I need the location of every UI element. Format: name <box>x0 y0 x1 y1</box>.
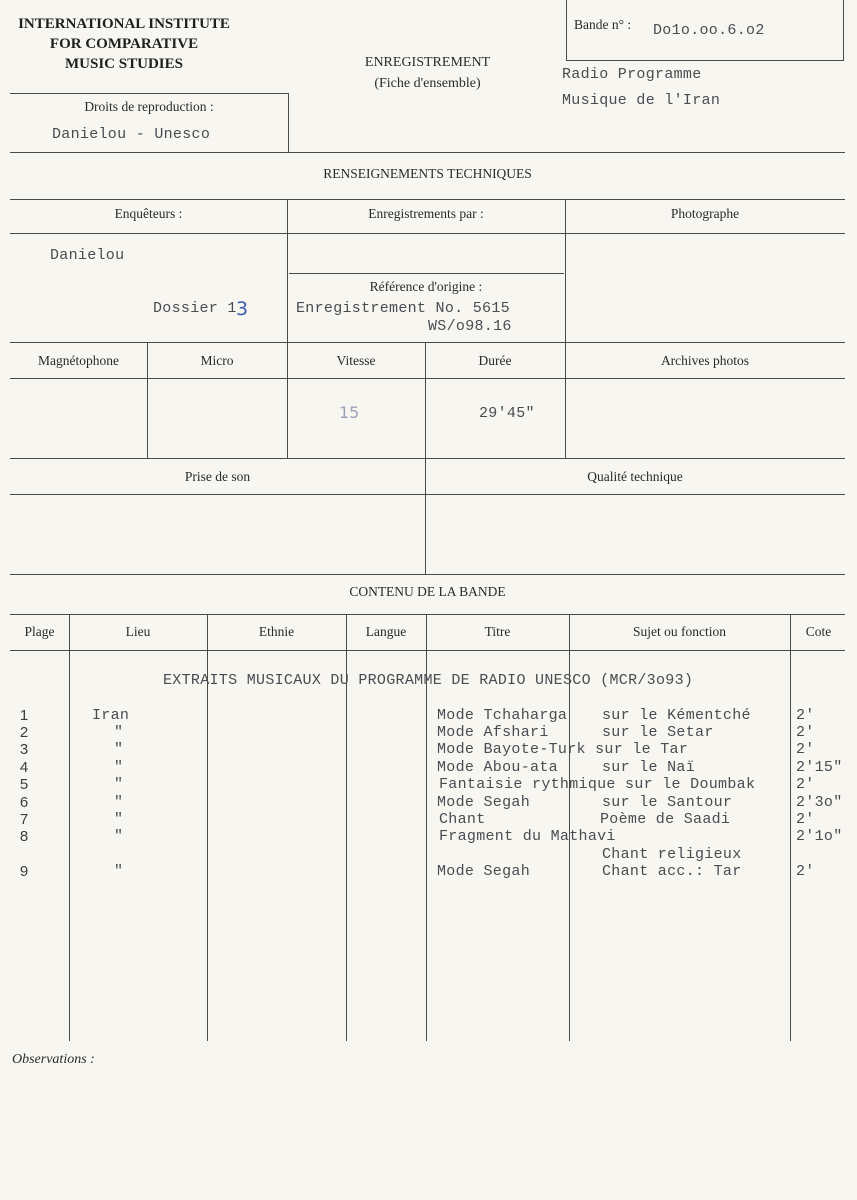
row-plage: 3 <box>19 741 29 758</box>
row-plage: 9 <box>19 863 29 880</box>
row-plage: 1 <box>19 707 29 724</box>
bande-number: Do1o.oo.6.o2 <box>653 22 765 39</box>
prise-de-son-label: Prise de son <box>184 469 251 484</box>
magnetophone-label: Magnétophone <box>38 353 119 368</box>
row-lieu: " <box>114 741 124 758</box>
row-cote: 2' <box>796 776 815 793</box>
row-lieu: " <box>114 759 124 776</box>
col-header-langue: Langue <box>365 624 407 639</box>
row-lieu: " <box>114 863 124 880</box>
enqueteurs-value: Danielou <box>50 247 125 264</box>
row-titre: Mode Segah <box>437 863 531 880</box>
institute-line-3: MUSIC STUDIES <box>65 56 183 72</box>
row-plage: 4 <box>19 759 29 776</box>
bande-label: Bande n° : <box>574 17 632 32</box>
contenu-section-title: CONTENU DE LA BANDE <box>349 584 506 599</box>
contenu-heading: EXTRAITS MUSICAUX DU PROGRAMME DE RADIO UNESCO (MCR/3o93) <box>163 672 694 689</box>
qualite-technique-label: Qualité technique <box>587 469 683 484</box>
row-titre: Fantaisie rythmique sur le Doumbak <box>439 776 756 793</box>
row-plage: 2 <box>19 724 29 741</box>
row-plage: 8 <box>19 828 29 845</box>
row-cote: 2' <box>796 741 815 758</box>
row-lieu: " <box>114 811 124 828</box>
row-cote: 2' <box>796 863 815 880</box>
photographe-label: Photographe <box>670 206 740 221</box>
row-plage: 5 <box>19 776 29 793</box>
droits-value: Danielou - Unesco <box>52 126 211 143</box>
row-sujet: sur le Santour <box>602 794 733 811</box>
institute-line-2: FOR COMPARATIVE <box>49 36 199 52</box>
enqueteurs-label: Enquêteurs : <box>114 206 183 221</box>
program-line-1: Radio Programme <box>562 66 702 83</box>
reference-label: Référence d'origine : <box>369 279 483 294</box>
row-titre: Mode Tchaharga <box>437 707 568 724</box>
row-titre: Mode Afshari <box>437 724 549 741</box>
institute-line-1: INTERNATIONAL INSTITUTE <box>18 16 230 32</box>
row-sujet: sur le Kémentché <box>602 707 751 724</box>
row-cote: 2' <box>796 707 815 724</box>
dossier-handwritten-digit: 3 <box>236 298 249 320</box>
row-titre: Mode Abou-ata <box>437 759 558 776</box>
row-lieu: " <box>114 724 124 741</box>
vitesse-label: Vitesse <box>336 353 376 368</box>
reference-line-2: WS/o98.16 <box>428 318 512 335</box>
dossier-text: Dossier 1 <box>153 300 237 317</box>
row-cote: 2' <box>796 811 815 828</box>
row-titre: Fragment du Mathavi <box>439 828 616 845</box>
row-cote: 2'15" <box>796 759 843 776</box>
col-header-sujet: Sujet ou fonction <box>633 624 726 639</box>
vitesse-value: 15 <box>339 403 360 422</box>
col-header-lieu: Lieu <box>125 624 151 639</box>
technique-section-title: RENSEIGNEMENTS TECHNIQUES <box>323 166 532 181</box>
col-header-cote: Cote <box>805 624 832 639</box>
program-line-2: Musique de l'Iran <box>562 92 721 109</box>
row-cote: 2' <box>796 724 815 741</box>
form-title: ENREGISTREMENT <box>364 55 491 70</box>
row-plage: 6 <box>19 794 29 811</box>
row-titre: Mode Segah <box>437 794 531 811</box>
form-subtitle: (Fiche d'ensemble) <box>374 76 481 91</box>
row-sujet: sur le Naï <box>602 759 696 776</box>
row-sujet: Chant religieux <box>602 846 742 863</box>
institute-name <box>10 14 238 74</box>
duree-value: 29'45" <box>479 405 535 422</box>
row-lieu: Iran <box>92 707 130 724</box>
row-plage: 7 <box>19 811 29 828</box>
col-header-titre: Titre <box>484 624 511 639</box>
row-lieu: " <box>114 828 124 845</box>
row-lieu: " <box>114 776 124 793</box>
enregistrements-label: Enregistrements par : <box>368 206 484 221</box>
micro-label: Micro <box>200 353 234 368</box>
row-sujet: Poème de Saadi <box>600 811 731 828</box>
row-titre: Chant <box>439 811 486 828</box>
row-cote: 2'1o" <box>796 828 843 845</box>
row-cote: 2'3o" <box>796 794 843 811</box>
observations-label: Observations : <box>12 1052 95 1067</box>
reference-line-1: Enregistrement No. 5615 <box>296 300 510 317</box>
row-lieu: " <box>114 794 124 811</box>
col-header-plage: Plage <box>24 624 55 639</box>
duree-label: Durée <box>478 353 512 368</box>
droits-label: Droits de reproduction : <box>84 99 214 114</box>
row-titre: Mode Bayote-Turk sur le Tar <box>437 741 689 758</box>
archives-label: Archives photos <box>660 353 750 368</box>
row-sujet: sur le Setar <box>602 724 714 741</box>
row-sujet: Chant acc.: Tar <box>602 863 742 880</box>
col-header-ethnie: Ethnie <box>258 624 295 639</box>
